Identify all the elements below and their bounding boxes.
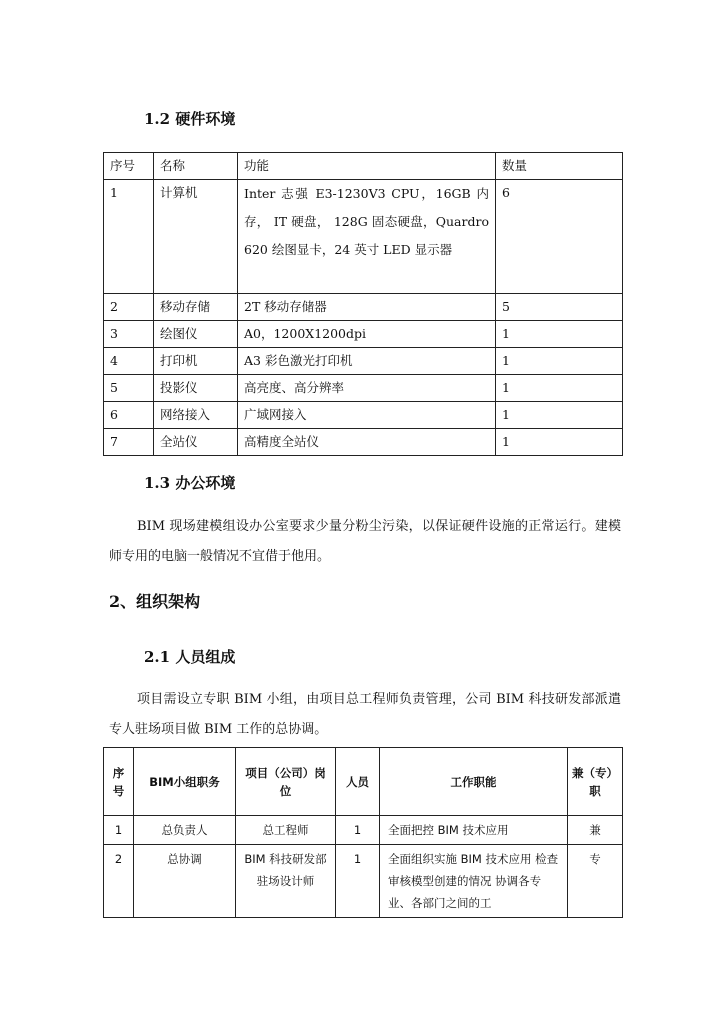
header-cell: 人员 <box>336 748 380 816</box>
header-cell: 名称 <box>154 153 238 180</box>
cell-no: 5 <box>104 375 154 402</box>
cell-quantity: 6 <box>496 180 623 294</box>
table-row <box>104 816 623 845</box>
organization-table <box>103 747 623 918</box>
section-1-2-title: 1.2 硬件环境 <box>144 110 236 128</box>
cell-quantity: 5 <box>496 294 623 321</box>
cell-duty: 全面把控 BIM 技术应用 <box>380 816 568 845</box>
cell-function: Inter 志强 E3-1230V3 CPU，16GB 内存， IT 硬盘， 128G 固态硬盘，Quardro 620 绘图显卡，24 英寸 LED 显示器 <box>238 180 496 294</box>
cell-type: 兼 <box>568 816 623 845</box>
cell-name: 打印机 <box>154 348 238 375</box>
header-cell: 数量 <box>496 153 623 180</box>
cell-function: A0，1200X1200dpi <box>238 321 496 348</box>
table-row <box>104 402 623 429</box>
cell-function: 广域网接入 <box>238 402 496 429</box>
table-row <box>104 375 623 402</box>
table-row <box>104 348 623 375</box>
cell-no: 3 <box>104 321 154 348</box>
cell-no: 1 <box>104 816 134 845</box>
cell-name: 网络接入 <box>154 402 238 429</box>
cell-no: 2 <box>104 294 154 321</box>
table-row <box>104 294 623 321</box>
header-cell: 项目（公司）岗位 <box>236 748 336 816</box>
header-cell: 工作职能 <box>380 748 568 816</box>
cell-count: 1 <box>336 816 380 845</box>
cell-quantity: 1 <box>496 429 623 456</box>
header-cell: BIM小组职务 <box>134 748 236 816</box>
cell-role: 总负责人 <box>134 816 236 845</box>
office-environment-paragraph: BIM 现场建模组设办公室要求少量分粉尘污染，以保证硬件设施的正常运行。建模师专用的电脑一般情况不宜借于他用。 <box>109 519 621 564</box>
cell-type: 专 <box>568 845 623 918</box>
cell-name: 绘图仪 <box>154 321 238 348</box>
cell-quantity: 1 <box>496 321 623 348</box>
table-row <box>104 845 623 918</box>
cell-quantity: 1 <box>496 348 623 375</box>
cell-role: 总协调 <box>134 845 236 918</box>
cell-post: BIM 科技研发部驻场设计师 <box>236 845 336 918</box>
cell-duty: 全面组织实施 BIM 技术应用 检查审核模型创建的情况 协调各专业、各部门之间的工 <box>380 845 568 918</box>
table-header-row <box>104 748 623 816</box>
header-cell: 序号 <box>104 153 154 180</box>
header-cell: 序号 <box>104 748 134 816</box>
table-header-row <box>104 153 623 180</box>
cell-function: 高精度全站仪 <box>238 429 496 456</box>
cell-name: 全站仪 <box>154 429 238 456</box>
staff-composition-paragraph: 项目需设立专职 BIM 小组，由项目总工程师负责管理，公司 BIM 科技研发部派遣专人驻场项目做 BIM 工作的总协调。 <box>109 692 621 737</box>
cell-count: 1 <box>336 845 380 918</box>
cell-no: 1 <box>104 180 154 294</box>
cell-no: 4 <box>104 348 154 375</box>
table-row <box>104 321 623 348</box>
cell-no: 6 <box>104 402 154 429</box>
hardware-table <box>103 152 623 456</box>
section-2-title: 2、组织架构 <box>109 592 201 611</box>
cell-quantity: 1 <box>496 402 623 429</box>
table-row <box>104 429 623 456</box>
cell-function: 2T 移动存储器 <box>238 294 496 321</box>
cell-function: 高亮度、高分辨率 <box>238 375 496 402</box>
cell-name: 移动存储 <box>154 294 238 321</box>
header-cell: 功能 <box>238 153 496 180</box>
cell-function: A3 彩色激光打印机 <box>238 348 496 375</box>
cell-name: 计算机 <box>154 180 238 294</box>
cell-name: 投影仪 <box>154 375 238 402</box>
cell-quantity: 1 <box>496 375 623 402</box>
section-2-1-title: 2.1 人员组成 <box>144 648 236 666</box>
header-cell: 兼（专）职 <box>568 748 623 816</box>
cell-no: 7 <box>104 429 154 456</box>
cell-no: 2 <box>104 845 134 918</box>
table-row <box>104 180 623 294</box>
section-1-3-title: 1.3 办公环境 <box>144 474 236 492</box>
cell-post: 总工程师 <box>236 816 336 845</box>
